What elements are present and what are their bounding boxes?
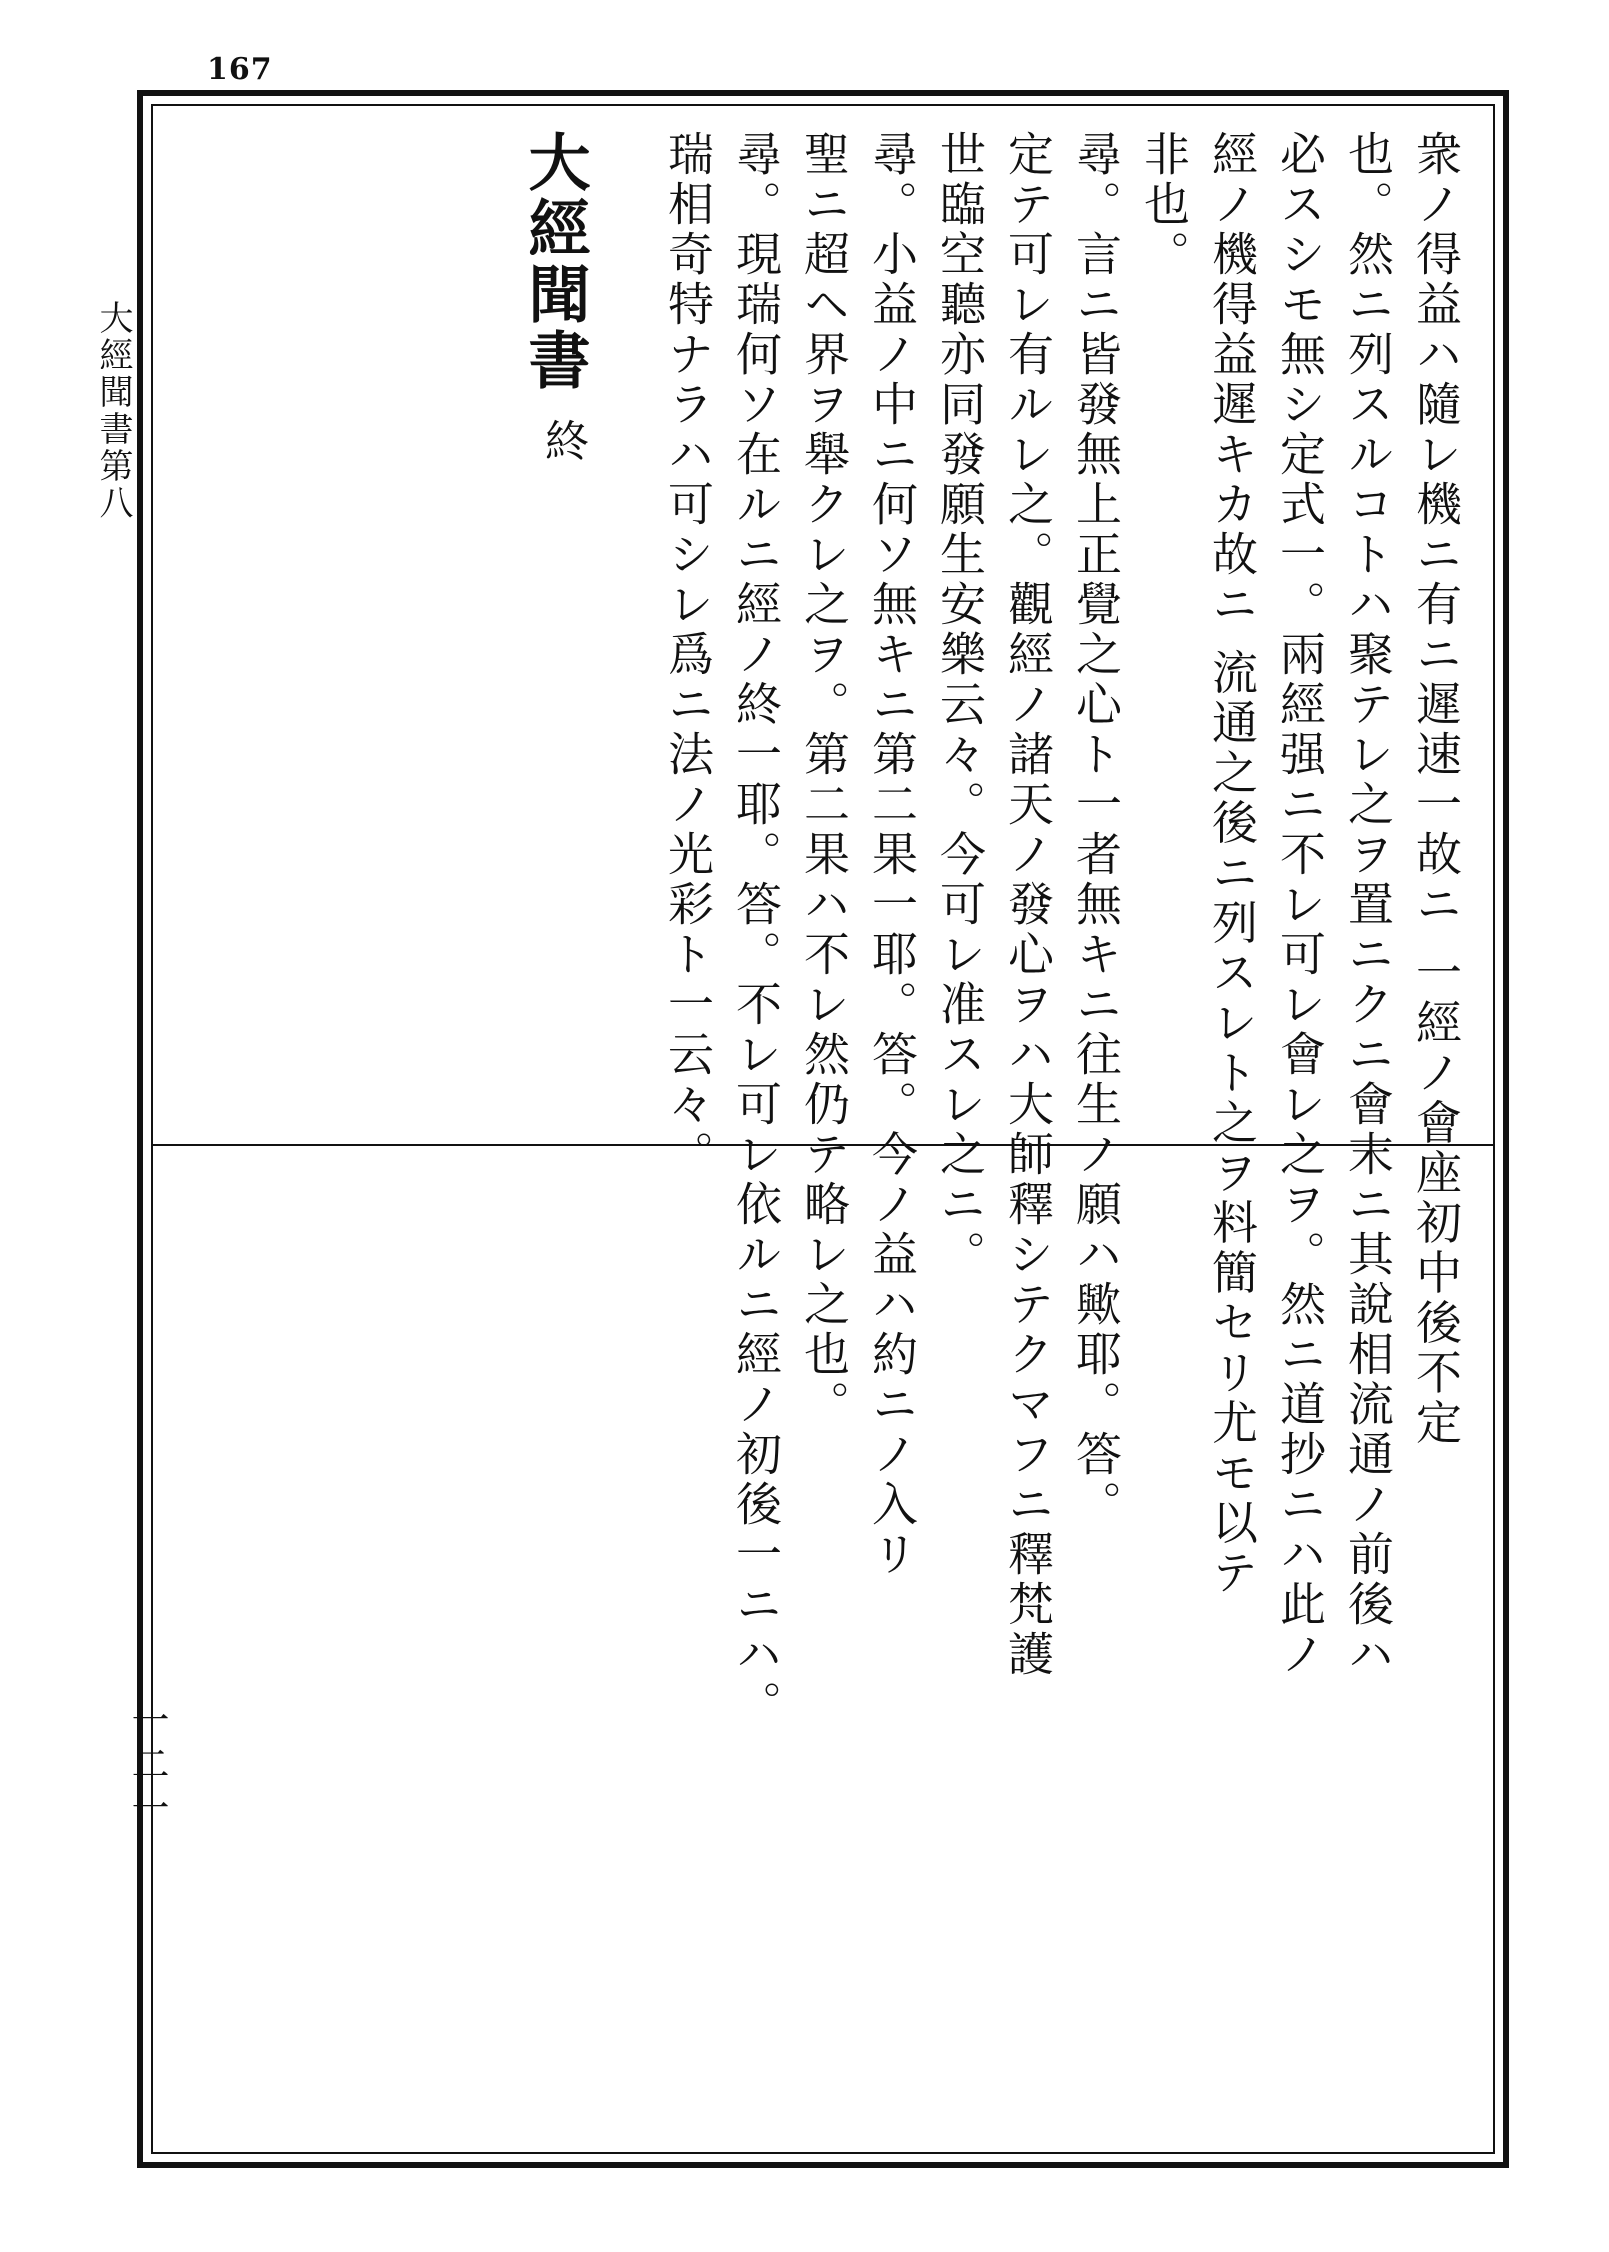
column-gap [594, 130, 654, 1130]
text-column: 定テ可レ有ルレ之。觀經ノ諸天ノ發心ヲハ大師釋シテクマフニ釋梵護 [1001, 130, 1055, 1680]
text-column: 衆ノ得益ハ隨レ機ニ有ニ遲速一故ニ 一經ノ會座初中後不定 [1409, 130, 1463, 1449]
text-column: 必スシモ無シ定式一。兩經强ニ不レ可レ會レ之ヲ。然ニ道抄ニハ此ノ [1273, 130, 1327, 1680]
text-body [170, 130, 1470, 1730]
text-column: 經ノ機得益遲キカ故ニ 流通之後ニ列スレト之ヲ料簡セリ尤モ以テ [1205, 130, 1259, 1599]
text-column: 非也。 [1137, 130, 1191, 280]
end-mark: 終 [537, 418, 588, 464]
end-title [514, 130, 594, 1130]
margin-book-title: 大經聞書第八 [93, 300, 133, 522]
text-column: 尋。現瑞何ソ在ルニ經ノ終一耶。答。不レ可レ依ルニ經ノ初後一ニハ。 [729, 130, 783, 1730]
text-column: 世臨空聽亦同發願生安樂云々。今可レ准スレ之ニ。 [933, 130, 987, 1280]
page-number: 167 [207, 52, 273, 87]
text-column: 聖ニ超ヘ界ヲ舉クレ之ヲ。第二果ハ不レ然仍テ略レ之也。 [797, 130, 851, 1430]
text-column: 尋。小益ノ中ニ何ソ無キニ第二果一耶。答。今ノ益ハ約ニノ入リ [865, 130, 919, 1580]
text-column: 瑞相奇特ナラハ可シレ爲ニ法ノ光彩ト一云々。 [661, 130, 715, 1180]
text-column: 也。然ニ列スルコトハ聚テレ之ヲ置ニクニ會末ニ其說相流通ノ前後ハ [1341, 130, 1395, 1680]
book-title: 大經聞書 [518, 130, 591, 394]
text-column: 尋。言ニ皆發無上正覺之心ト一者無キニ往生ノ願ハ歟耶。答。 [1069, 130, 1123, 1530]
margin-folio-number: 一二一 [125, 1700, 169, 1832]
